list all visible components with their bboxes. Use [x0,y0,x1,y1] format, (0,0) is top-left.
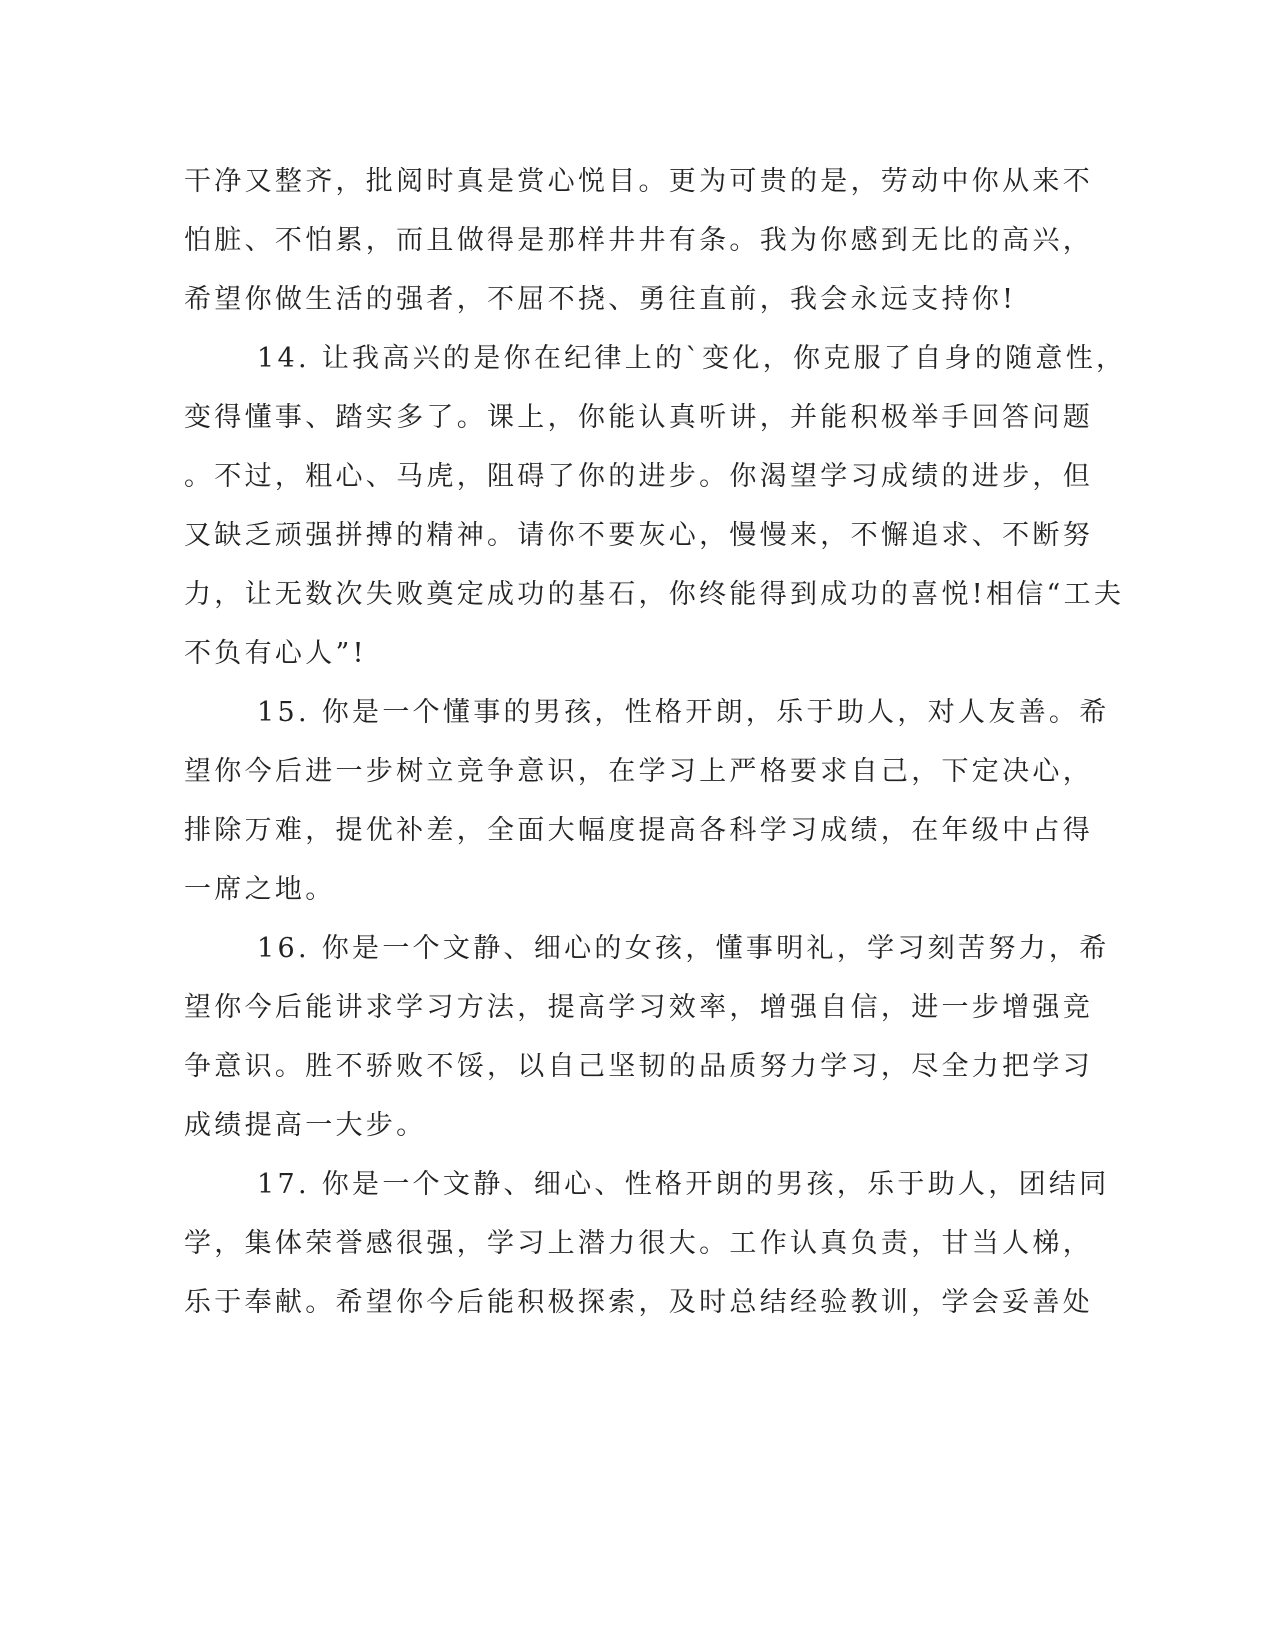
text-line: 变得懂事、踏实多了。课上，你能认真听讲，并能积极举手回答问题 [184,402,1093,433]
text-line: 不负有心人”! [184,638,367,669]
paragraph-17 [184,1155,1110,1332]
text-line: 怕脏、不怕累，而且做得是那样井井有条。我为你感到无比的高兴， [184,225,1093,256]
text-line: 望你今后能讲求学习方法，提高学习效率，增强自信，进一步增强竞 [184,992,1093,1023]
text-line: 一席之地。 [184,874,336,905]
text-line: 又缺乏顽强拼搏的精神。请你不要灰心，慢慢来，不懈追求、不断努 [184,520,1093,551]
text-line: 干净又整齐，批阅时真是赏心悦目。更为可贵的是，劳动中你从来不 [184,166,1093,197]
text-line: 力，让无数次失败奠定成功的基石，你终能得到成功的喜悦!相信“工夫 [184,579,1125,610]
text-line: 希望你做生活的强者，不屈不挠、勇往直前，我会永远支持你! [184,284,1017,315]
text-line: 争意识。胜不骄败不馁，以自己坚韧的品质努力学习，尽全力把学习 [184,1051,1093,1082]
text-line: 望你今后进一步树立竞争意识，在学习上严格要求自己，下定决心， [184,756,1093,787]
paragraph-15 [184,683,1110,919]
text-line: 成绩提高一大步。 [184,1110,427,1141]
paragraph-13-continuation [184,152,1093,329]
text-line: 。不过，粗心、马虎，阻碍了你的进步。你渴望学习成绩的进步，但 [184,461,1093,492]
text-line: 学，集体荣誉感很强，学习上潜力很大。工作认真负责，甘当人梯， [184,1228,1093,1259]
paragraph-14 [184,329,1127,683]
text-line: 17. 你是一个文静、细心、性格开朗的男孩，乐于助人，团结同 [257,1169,1110,1200]
text-line: 排除万难，提优补差，全面大幅度提高各科学习成绩，在年级中占得 [184,815,1093,846]
document-body [184,152,1127,1332]
paragraph-16 [184,919,1110,1155]
text-line: 14. 让我高兴的是你在纪律上的`变化，你克服了自身的随意性， [257,343,1127,374]
text-line: 乐于奉献。希望你今后能积极探索，及时总结经验教训，学会妥善处 [184,1287,1093,1318]
text-line: 15. 你是一个懂事的男孩，性格开朗，乐于助人，对人友善。希 [257,697,1110,728]
text-line: 16. 你是一个文静、细心的女孩，懂事明礼，学习刻苦努力，希 [257,933,1110,964]
